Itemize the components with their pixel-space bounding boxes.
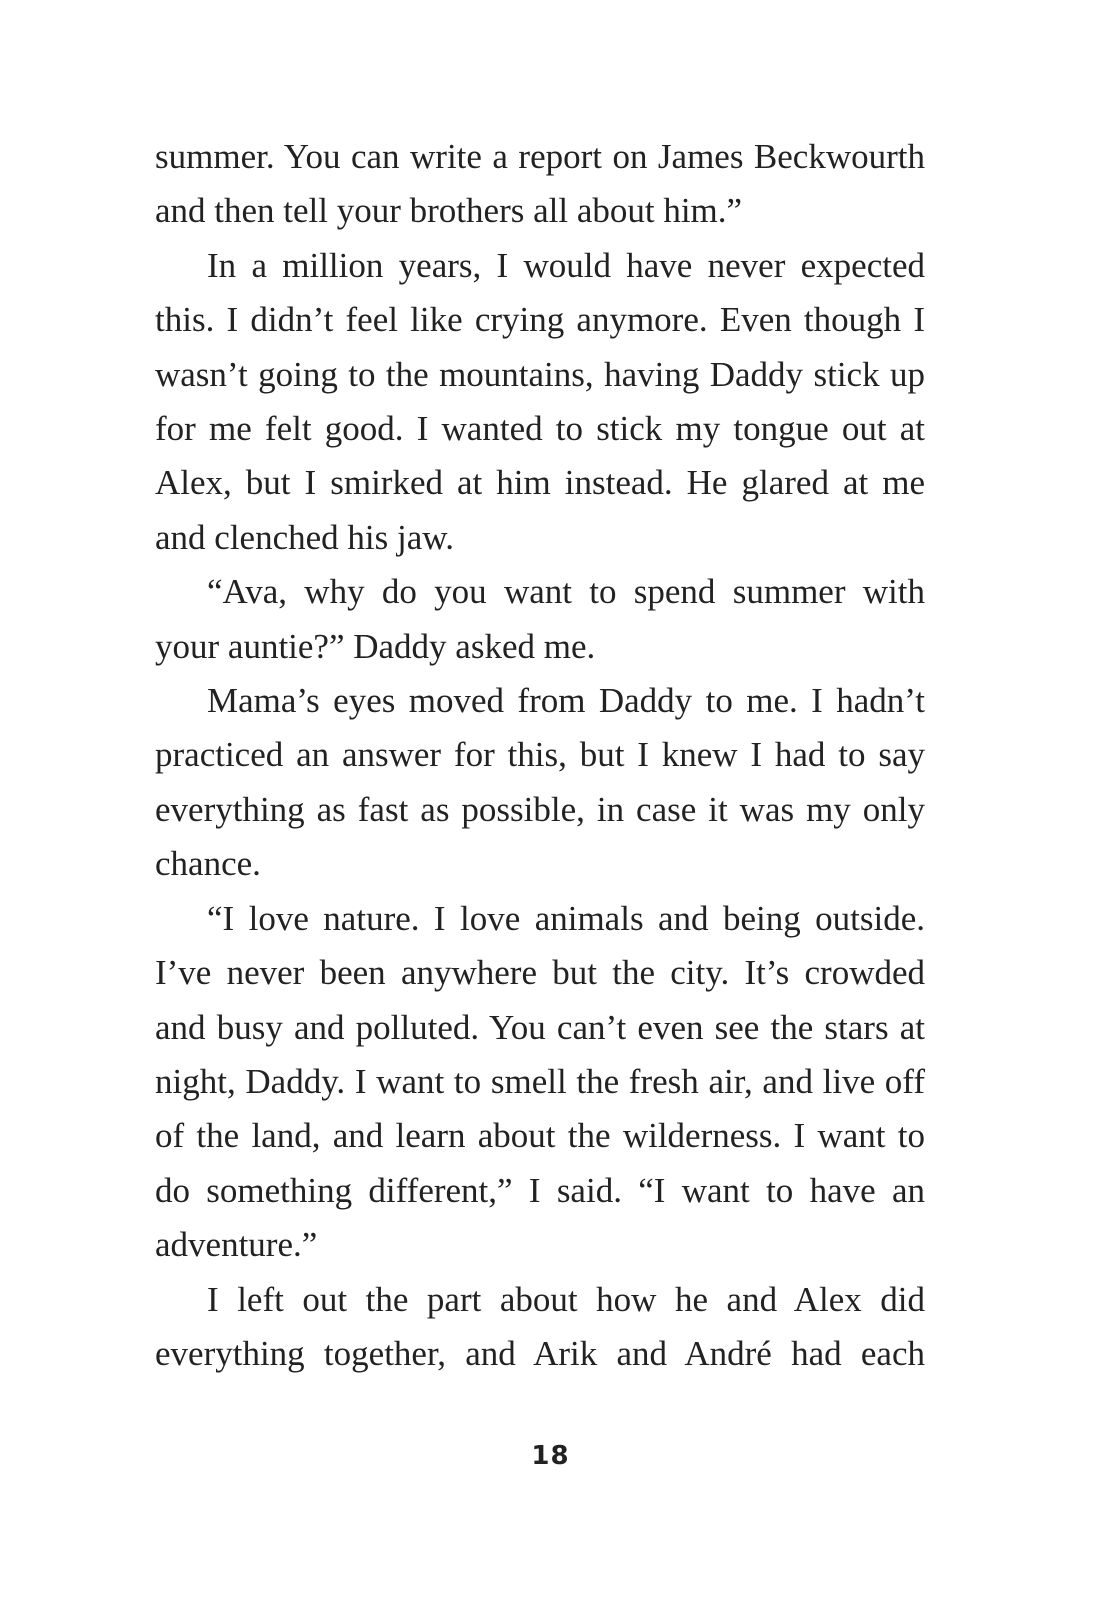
paragraph: In a million years, I would have never expected this. I didn’t feel like crying anymore. Even though I wasn’t going to the mountains, having Daddy stick up for me felt good. I wanted to stick my tongue out at Alex, but I smirked at him instead. He glared at me and clenched his jaw.: [155, 245, 925, 557]
paragraph-runover: I left out the part about how he and Alex did everything together, and Arik and André had each: [155, 1279, 925, 1373]
page-number: 18: [531, 1441, 570, 1471]
paragraph: “Ava, why do you want to spend summer with your auntie?” Daddy asked me.: [155, 572, 925, 666]
paragraph: Mama’s eyes moved from Daddy to me. I hadn’t practiced an answer for this, but I knew I had to say everything as fast as possible, in case it was my only chance.: [155, 681, 925, 884]
paragraph-continued: summer. You can write a report on James Beckwourth and then tell your brothers all about him.”: [155, 137, 925, 231]
paragraph: “I love nature. I love animals and being outside. I’ve never been anywhere but the city. It’s crowded and busy and polluted. You can’t even see the stars at night, Daddy. I want to smell the fresh air, and live off of the land, and learn about the wilderness. I want to do something different,” I said. “I want to have an adventure.”: [155, 898, 925, 1265]
body-text: [155, 130, 925, 1381]
